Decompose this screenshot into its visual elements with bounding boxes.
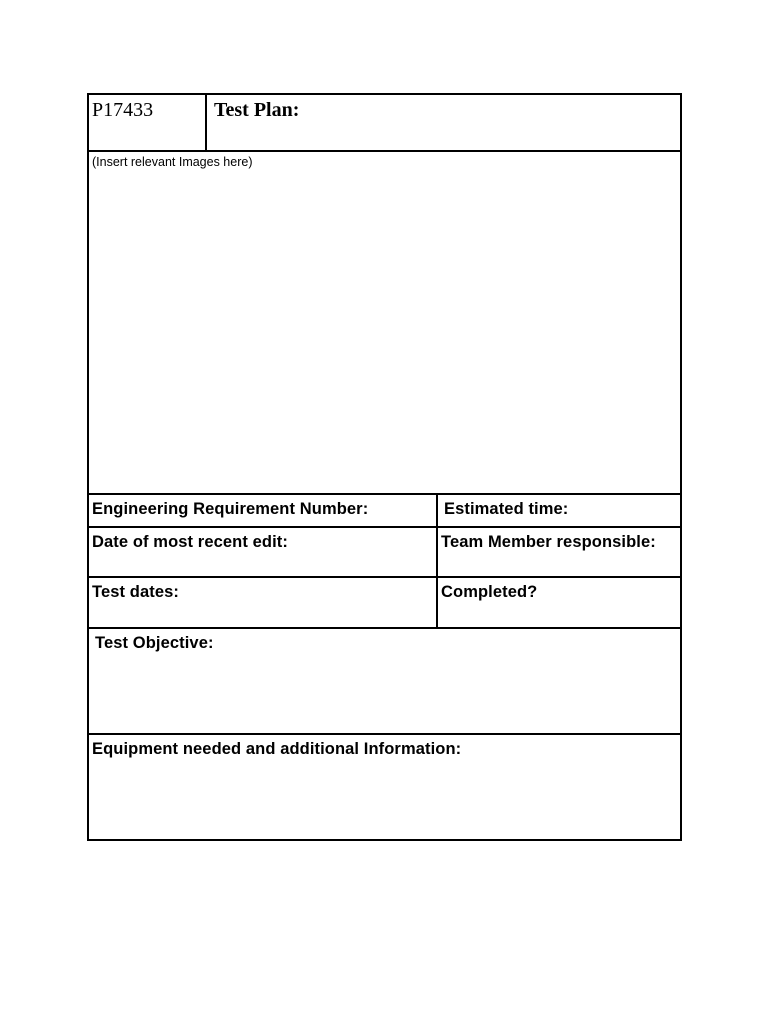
estimated-time-label: Estimated time: bbox=[444, 500, 569, 518]
test-objective-label: Test Objective: bbox=[95, 634, 214, 652]
row2-bottom-rule bbox=[89, 576, 680, 578]
objective-bottom-rule bbox=[89, 733, 680, 735]
header-divider bbox=[205, 95, 207, 151]
engineering-requirement-number-label: Engineering Requirement Number: bbox=[92, 500, 369, 518]
project-id: P17433 bbox=[92, 99, 154, 121]
test-plan-form bbox=[87, 93, 682, 841]
images-bottom-rule bbox=[89, 493, 680, 495]
images-placeholder-note: (Insert relevant Images here) bbox=[92, 155, 253, 169]
page-title: Test Plan: bbox=[214, 99, 300, 121]
row3-bottom-rule bbox=[89, 627, 680, 629]
header-bottom-rule bbox=[89, 150, 680, 152]
test-dates-label: Test dates: bbox=[92, 583, 179, 601]
equipment-needed-label: Equipment needed and additional Information: bbox=[92, 740, 462, 758]
completed-label: Completed? bbox=[441, 583, 538, 601]
row1-bottom-rule bbox=[89, 526, 680, 528]
date-of-most-recent-edit-label: Date of most recent edit: bbox=[92, 533, 288, 551]
fields-column-divider bbox=[436, 494, 438, 628]
team-member-responsible-label: Team Member responsible: bbox=[441, 533, 656, 551]
